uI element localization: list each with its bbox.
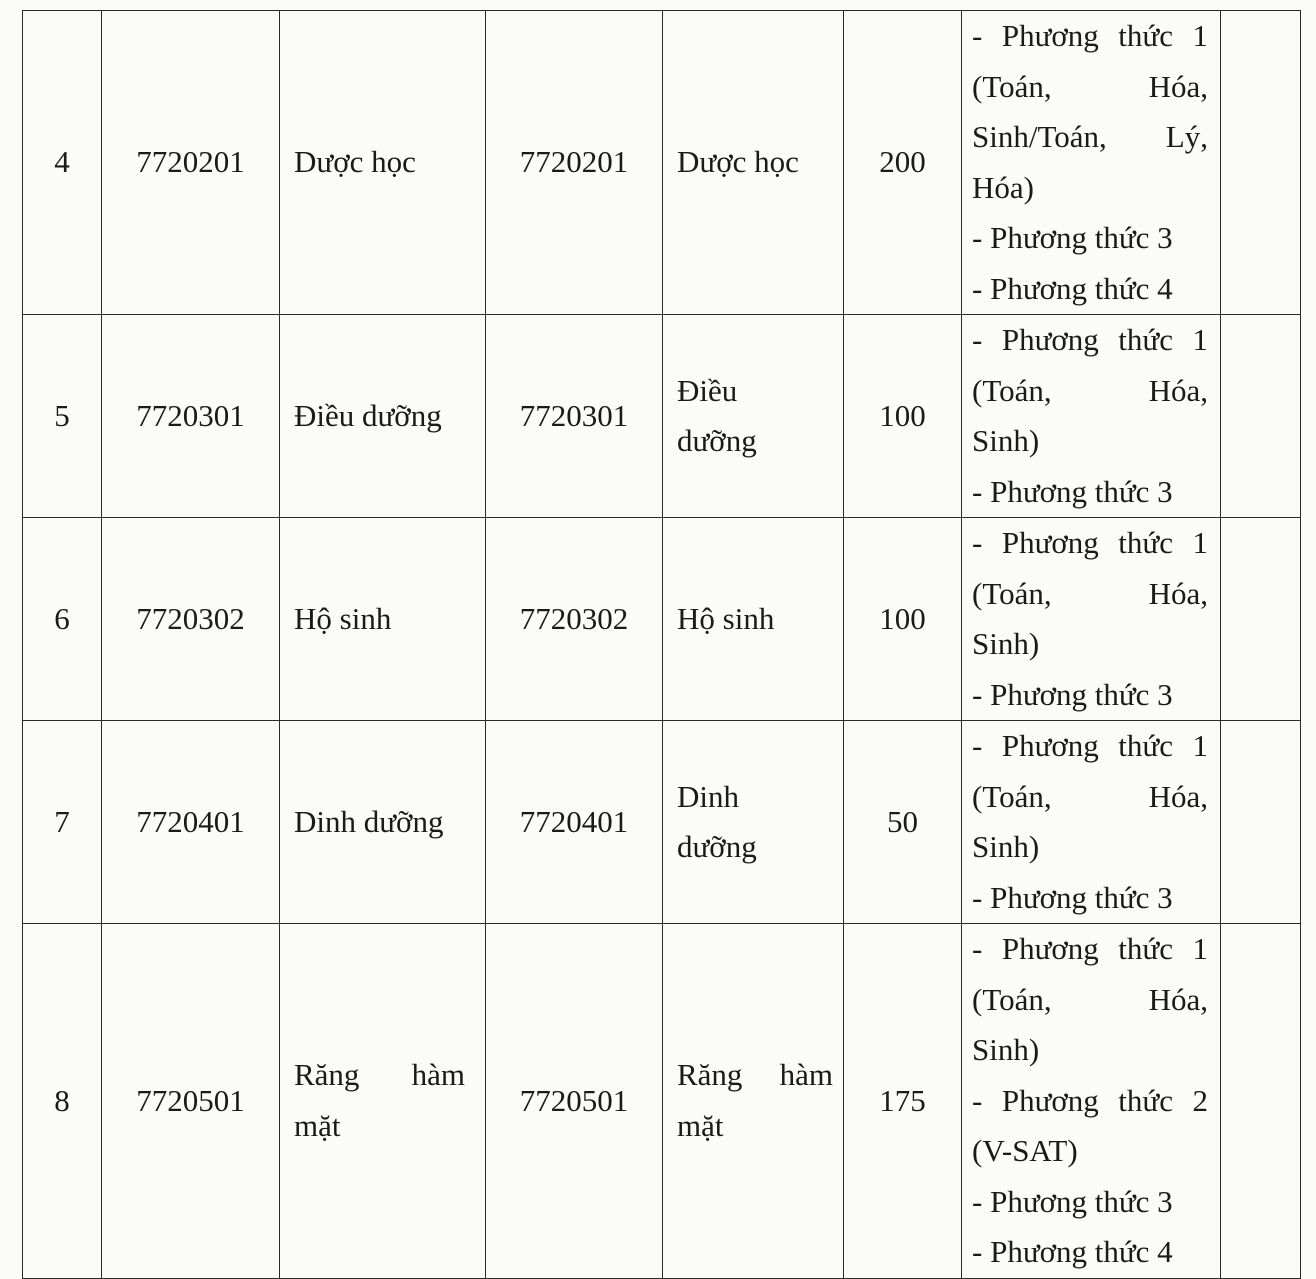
- method-line: - Phương thức 2: [972, 1082, 1208, 1118]
- program-code: 7720401: [102, 721, 280, 924]
- method-line: - Phương thức 3: [972, 1183, 1173, 1219]
- method-line: Sinh): [972, 829, 1040, 864]
- admission-name: Dinh dưỡng: [663, 721, 844, 924]
- row-number: 8: [23, 924, 102, 1279]
- notes-cell: [1221, 924, 1301, 1279]
- method-line: Hóa): [972, 169, 1034, 205]
- admission-methods: [962, 315, 1221, 518]
- program-name: Dinh dưỡng: [280, 721, 486, 924]
- method-line: Sinh/Toán, Lý,: [972, 119, 1208, 154]
- program-code: 7720501: [102, 924, 280, 1279]
- notes-cell: [1221, 721, 1301, 924]
- method-line: Sinh): [972, 423, 1040, 458]
- program-code: 7720301: [102, 315, 280, 518]
- method-line: - Phương thức 1: [972, 525, 1208, 560]
- program-code: 7720201: [102, 11, 280, 315]
- method-line: (Toán, Hóa,: [972, 372, 1208, 408]
- admission-methods: [962, 11, 1221, 315]
- method-line: Sinh): [972, 626, 1040, 661]
- table-row: [23, 315, 1301, 518]
- method-line: Sinh): [972, 1032, 1040, 1067]
- admission-methods: [962, 518, 1221, 721]
- program-code: 7720302: [102, 518, 280, 721]
- admission-code: 7720201: [486, 11, 663, 315]
- table-row: [23, 518, 1301, 721]
- method-line: - Phương thức 4: [972, 270, 1173, 306]
- program-name: Điều dưỡng: [280, 315, 486, 518]
- quota: 200: [844, 11, 962, 315]
- method-line: (Toán, Hóa,: [972, 68, 1208, 104]
- admissions-table: [22, 10, 1301, 1279]
- quota: 175: [844, 924, 962, 1279]
- row-number: 7: [23, 721, 102, 924]
- admission-code: 7720302: [486, 518, 663, 721]
- admission-name: Hộ sinh: [663, 518, 844, 721]
- method-line: - Phương thức 3: [972, 473, 1173, 509]
- method-line: (Toán, Hóa,: [972, 778, 1208, 814]
- method-line: - Phương thức 3: [972, 879, 1173, 915]
- admission-code: 7720401: [486, 721, 663, 924]
- notes-cell: [1221, 518, 1301, 721]
- method-line: (V-SAT): [972, 1133, 1078, 1168]
- row-number: 4: [23, 11, 102, 315]
- method-line: - Phương thức 1: [972, 728, 1208, 763]
- program-name: Dược học: [280, 11, 486, 315]
- method-line: - Phương thức 3: [972, 676, 1173, 712]
- program-name: Hộ sinh: [280, 518, 486, 721]
- admission-code: 7720501: [486, 924, 663, 1279]
- table-row: [23, 721, 1301, 924]
- table-row: [23, 924, 1301, 1279]
- method-line: - Phương thức 4: [972, 1234, 1173, 1269]
- row-number: 5: [23, 315, 102, 518]
- notes-cell: [1221, 315, 1301, 518]
- admission-name: Răng hàm mặt: [663, 924, 844, 1279]
- method-line: - Phương thức 1: [972, 18, 1208, 53]
- notes-cell: [1221, 11, 1301, 315]
- admission-methods: [962, 924, 1221, 1279]
- admission-name: Điều dưỡng: [663, 315, 844, 518]
- admission-code: 7720301: [486, 315, 663, 518]
- method-line: - Phương thức 1: [972, 931, 1208, 966]
- table-row: [23, 11, 1301, 315]
- method-line: - Phương thức 3: [972, 220, 1173, 255]
- program-name: Răng hàm mặt: [280, 924, 486, 1279]
- quota: 100: [844, 518, 962, 721]
- row-number: 6: [23, 518, 102, 721]
- method-line: - Phương thức 1: [972, 322, 1208, 357]
- admission-methods: [962, 721, 1221, 924]
- method-line: (Toán, Hóa,: [972, 981, 1208, 1017]
- quota: 100: [844, 315, 962, 518]
- admission-name: Dược học: [663, 11, 844, 315]
- method-line: (Toán, Hóa,: [972, 575, 1208, 611]
- quota: 50: [844, 721, 962, 924]
